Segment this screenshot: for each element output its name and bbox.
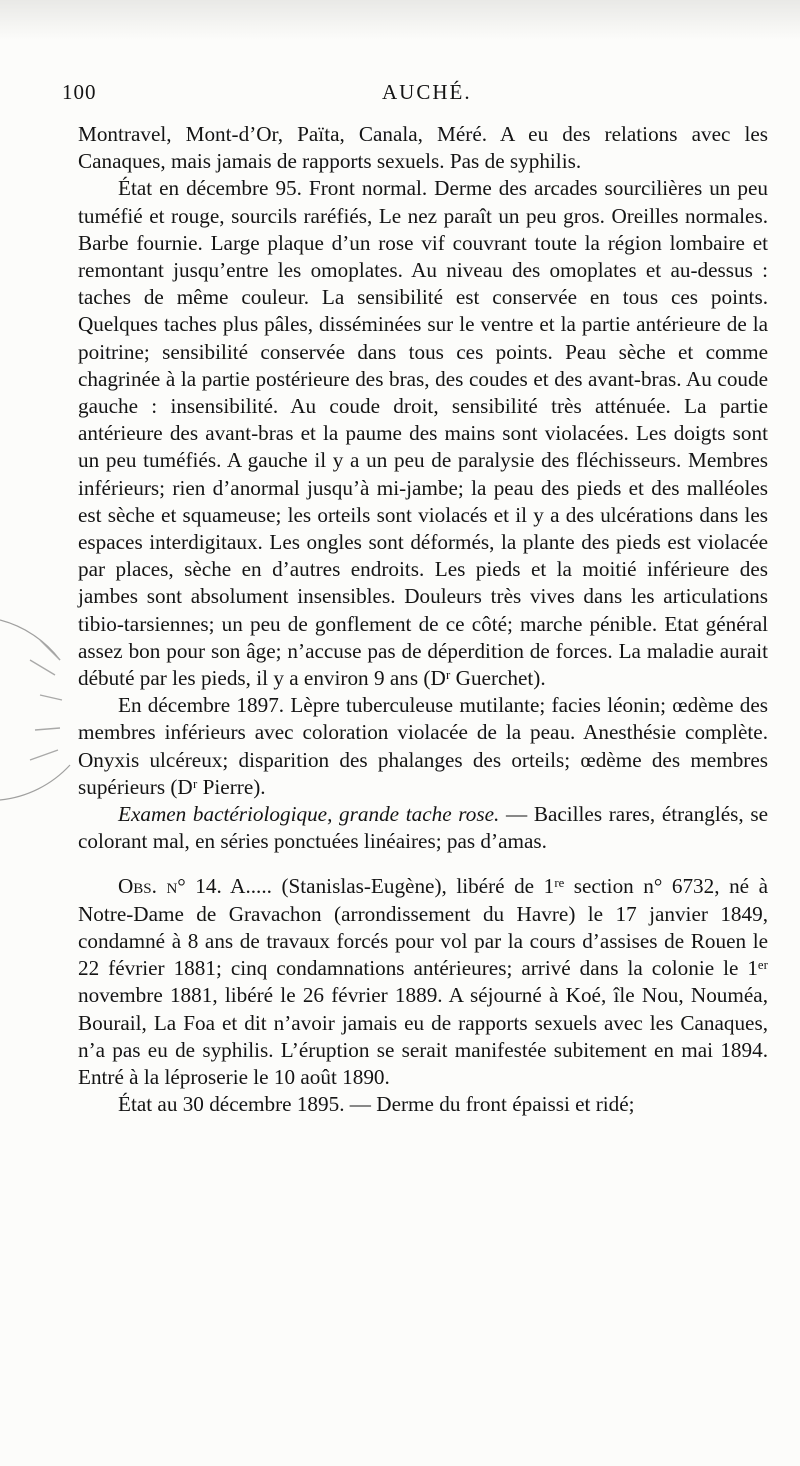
paragraph-1: Montravel, Mont-d’Or, Païta, Canala, Méré. A eu des relations avec les Canaques, mais jamais de rapports sexuels. Pas de syphilis. xyxy=(78,122,768,174)
paragraph-4 xyxy=(78,801,768,855)
exam-result: — Bacilles rares, étranglés, se colorant mal, en séries ponctuées linéaires; pas d’amas. xyxy=(78,802,768,854)
paragraph-6: État au 30 décembre 1895. — Derme du front épaissi et ridé; xyxy=(118,1092,635,1117)
page-shadow xyxy=(0,0,800,40)
page-number: 100 xyxy=(62,80,97,104)
body-text xyxy=(78,121,768,1118)
page-header xyxy=(62,80,762,114)
observation-label: Obs. n° 14. xyxy=(118,874,222,899)
library-stamp xyxy=(0,600,80,840)
paragraph-2: État en décembre 95. Front normal. Derme des arcades sourcilières un peu tuméfié et rouge, sourcils raréfiés, Le nez paraît un peu gros. Oreilles normales. Barbe fournie. Large plaque d’un rose vif couvrant toute la région lombaire et remontant jusqu’entre les omoplates. Au niveau des omoplates et au-dessus : taches de même couleur. La sensibilité est conservée en tous ces points. Quelques taches plus pâles, disséminées sur le ventre et la partie antérieure de la poitrine; sensibilité conservée dans tous ces points. Peau sèche et comme chagrinée à la partie postérieure des bras, des coudes et des avant-bras. Au coude gauche : insensibilité. Au coude droit, sensibilité très atténuée. La partie antérieure des avant-bras et la paume des mains sont violacées. Les doigts sont un peu tuméfiés. A gauche il y a un peu de paralysie des fléchisseurs. Membres inférieurs; rien d’anormal jusqu’à mi-jambe; la peau des pieds et des malléoles est sèche et squameuse; les orteils sont violacés et il y a des ulcérations dans les espaces interdigitaux. Les ongles sont déformés, la plante des pieds est violacée par places, sèche en d’autres endroits. Les pieds et la moitié inférieure des jambes sont absolument insensibles. Douleurs très vives dans les articulations tibio-tarsiennes; un peu de gonflement de ce côté; marche pénible. Etat général assez bon pour son âge; n’accuse pas de déperdition de forces. La maladie aurait débuté par les pieds, il y a environ 9 ans (Dʳ Guerchet). xyxy=(78,176,768,691)
running-head: AUCHÉ. xyxy=(382,80,472,104)
paragraph-3: En décembre 1897. Lèpre tuberculeuse mutilante; facies léonin; œdème des membres inférieurs avec coloration violacée de la peau. Anesthésie complète. Onyxis ulcéreux; disparition des phalanges des orteils; œdème des membres supérieurs (Dʳ Pierre). xyxy=(78,693,768,799)
observation-text: A..... (Stanislas-Eugène), libéré de 1ʳᵉ section n° 6732, né à Notre-Dame de Gravachon (arrondissement du Havre) le 17 janvier 1849, condamné à 8 ans de travaux forcés pour vol par la cours d’assises de Rouen le 22 février 1881; cinq condamnations antérieures; arrivé dans la colonie le 1ᵉʳ novembre 1881, libéré le 26 février 1889. A séjourné à Koé, île Nou, Nouméa, Bourail, La Foa et dit n’avoir jamais eu de rapports sexuels avec les Canaques, n’a pas eu de syphilis. L’éruption se serait manifestée subitement en mai 1894. Entré à la léproserie le 10 août 1890. xyxy=(78,874,768,1089)
exam-caption: Examen bactériologique, grande tache rose. xyxy=(118,802,500,827)
paragraph-5 xyxy=(78,873,768,1091)
